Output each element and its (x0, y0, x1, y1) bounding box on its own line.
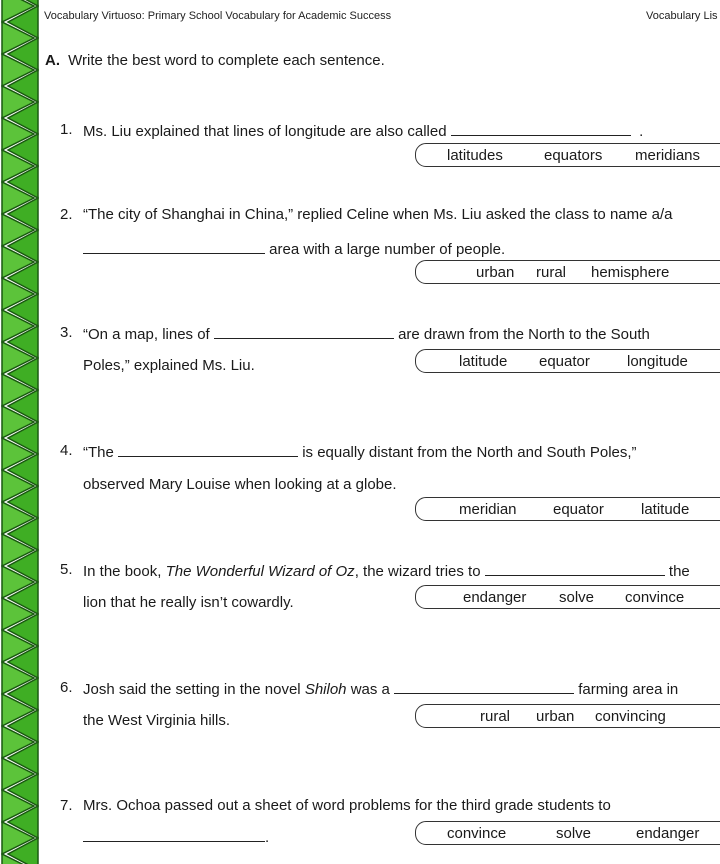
question-3-line-1 (83, 324, 650, 343)
word-box (415, 497, 720, 521)
q6-text-a: Josh said the setting in the novel (83, 681, 301, 698)
word-box (415, 821, 720, 845)
q4-text-b: is equally distant from the North and South Poles,” (302, 444, 637, 461)
word-option[interactable]: meridian (459, 501, 517, 518)
answer-blank[interactable] (118, 442, 298, 457)
word-option[interactable]: rural (480, 708, 511, 725)
book-title: The Wonderful Wizard of Oz (165, 563, 355, 580)
question-3-line-2: Poles,” explained Ms. Liu. (83, 357, 255, 374)
q6-text-b: was a (350, 681, 390, 698)
answer-blank[interactable] (394, 679, 574, 694)
word-option[interactable]: convince (447, 825, 507, 842)
question-7-line-2 (83, 827, 269, 846)
question-number: 5. (60, 561, 73, 578)
word-option[interactable]: convince (625, 589, 685, 606)
question-number: 7. (60, 797, 73, 814)
answer-blank[interactable] (485, 561, 665, 576)
word-box (415, 143, 720, 167)
q3-text-b: are drawn from the North to the South (398, 326, 650, 343)
q2-text: area with a large number of people. (269, 241, 506, 258)
answer-blank[interactable] (214, 324, 394, 339)
word-option[interactable]: latitude (459, 353, 508, 370)
word-option[interactable]: equator (539, 353, 590, 370)
question-5-line-2: lion that he really isn’t cowardly. (83, 594, 294, 611)
question-number: 3. (60, 324, 73, 341)
word-option[interactable]: hemisphere (591, 264, 670, 281)
word-option[interactable]: rural (536, 264, 567, 281)
q4-text-a: “The (83, 444, 114, 461)
instruction-text: Write the best word to complete each sentence. (68, 52, 385, 69)
question-number: 6. (60, 679, 73, 696)
word-option[interactable]: solve (559, 589, 595, 606)
question-number: 1. (60, 121, 73, 138)
word-option[interactable]: endanger (636, 825, 700, 842)
word-box (415, 260, 720, 284)
answer-blank[interactable] (451, 121, 631, 136)
header-left: Vocabulary Virtuoso: Primary School Vocabulary for Academic Success (44, 10, 392, 22)
word-option[interactable]: latitude (641, 501, 690, 518)
question-2-line-2 (83, 239, 505, 258)
word-option[interactable]: equator (553, 501, 604, 518)
word-option[interactable]: solve (556, 825, 592, 842)
answer-blank[interactable] (83, 239, 265, 254)
q1-text: Ms. Liu explained that lines of longitude are also called (83, 123, 447, 140)
question-2-line-1: “The city of Shanghai in China,” replied Celine when Ms. Liu asked the class to name a/a (83, 206, 673, 223)
section-letter: A. (45, 52, 60, 69)
q1-period: . (639, 123, 644, 140)
question-4-line-1 (83, 442, 637, 461)
question-6-line-2: the West Virginia hills. (83, 712, 231, 729)
q5-text-a: In the book, (83, 563, 162, 580)
question-6-line-1 (83, 679, 678, 698)
word-box (415, 704, 720, 728)
question-5-line-1 (83, 561, 690, 580)
section-instruction (45, 52, 385, 69)
word-option[interactable]: convincing (595, 708, 666, 725)
header-right: Vocabulary Lis (646, 10, 718, 22)
question-7-line-1: Mrs. Ochoa passed out a sheet of word problems for the third grade students to (83, 797, 611, 814)
word-box (415, 349, 720, 373)
q3-text-a: “On a map, lines of (83, 326, 210, 343)
word-option[interactable]: urban (536, 708, 575, 725)
q5-text-b: , the wizard tries to (354, 563, 481, 580)
book-title: Shiloh (304, 681, 347, 698)
answer-blank[interactable] (83, 827, 265, 842)
question-1-line-1 (83, 121, 643, 140)
question-number: 4. (60, 442, 73, 459)
word-option[interactable]: equators (544, 147, 603, 164)
q6-text-c: farming area in (578, 681, 679, 698)
word-option[interactable]: longitude (627, 353, 688, 370)
word-option[interactable]: meridians (635, 147, 701, 164)
q7-period: . (265, 829, 270, 846)
q5-text-c: the (668, 563, 690, 580)
word-option[interactable]: urban (476, 264, 515, 281)
word-box (415, 585, 720, 609)
green-triangle-border (0, 0, 40, 864)
word-option[interactable]: endanger (463, 589, 527, 606)
question-4-line-2: observed Mary Louise when looking at a globe. (83, 476, 397, 493)
question-number: 2. (60, 206, 73, 223)
word-option[interactable]: latitudes (447, 147, 503, 164)
